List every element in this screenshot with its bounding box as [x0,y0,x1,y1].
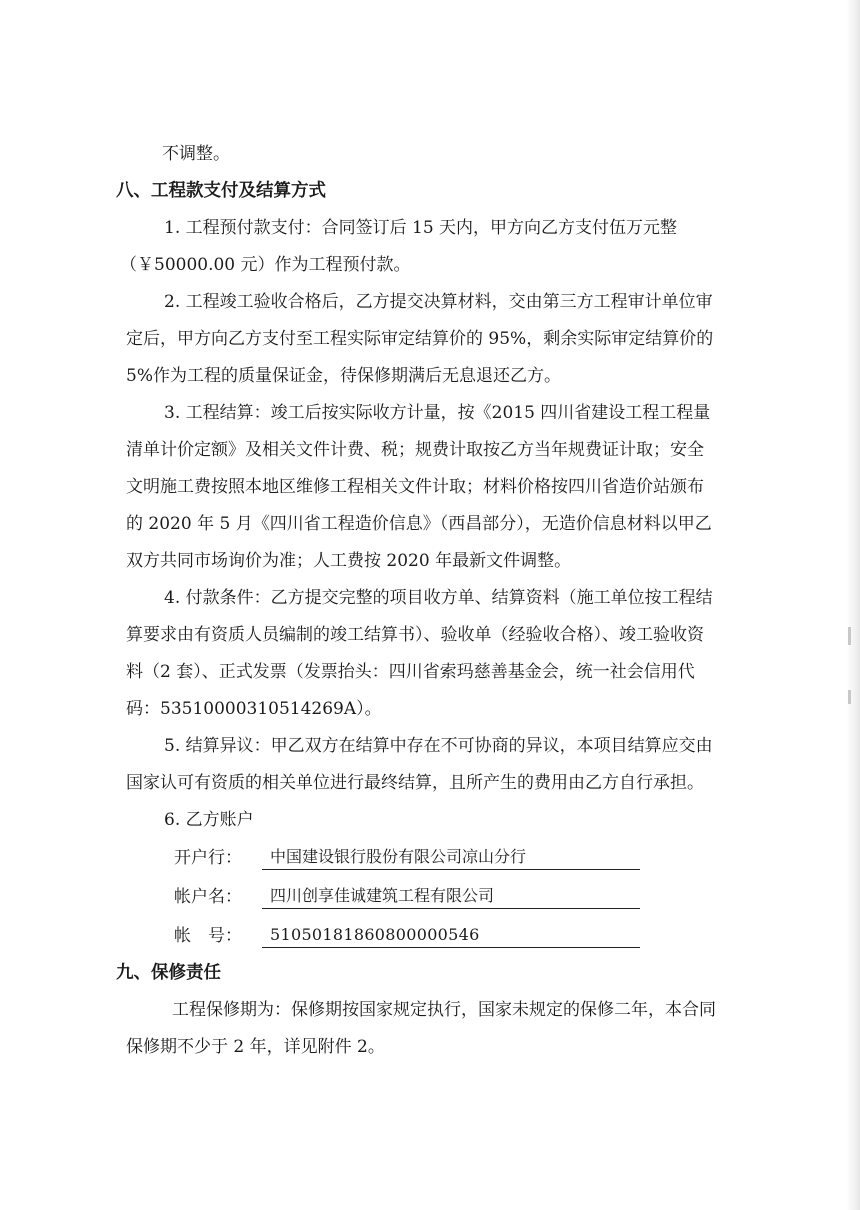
scan-mark [848,627,851,645]
account-name-row [126,884,776,909]
account-number-value: 51050181860800000546 [262,923,640,948]
paragraph-line: 1. 工程预付款支付：合同签订后 15 天内，甲方向乙方支付伍万元整 [164,218,678,238]
paragraph-line: 6. 乙方账户 [164,810,254,830]
section-heading-8: 八、工程款支付及结算方式 [116,181,326,201]
account-number-row [126,923,776,948]
paragraph-line: 3. 工程结算：竣工后按实际收方计量，按《2015 四川省建设工程工程量 [164,403,711,423]
account-name-value: 四川创享佳诚建筑工程有限公司 [262,884,640,909]
section-heading-9: 九、保修责任 [116,963,221,983]
paragraph-line: 的 2020 年 5 月《四川省工程造价信息》（西昌部分），无造价信息材料以甲乙 [126,514,712,534]
paragraph-line: 清单计价定额》及相关文件计费、税；规费计取按乙方当年规费证计取；安全 [126,440,704,460]
account-number-label: 帐 号： [174,926,242,946]
paragraph-line: 5. 结算异议：甲乙双方在结算中存在不可协商的异议，本项目结算应交由 [164,736,713,756]
paragraph-line: 2. 工程竣工验收合格后，乙方提交决算材料，交由第三方工程审计单位审 [164,292,713,312]
paragraph-line: 码：53510000310514269A）。 [126,699,382,719]
scan-mark [848,690,851,704]
account-name-label: 帐户名： [174,887,242,907]
paragraph-line: 4. 付款条件：乙方提交完整的项目收方单、结算资料（施工单位按工程结 [164,588,713,608]
paragraph-line: 文明施工费按照本地区维修工程相关文件计取；材料价格按四川省造价站颁布 [126,477,704,497]
paragraph-line: 5%作为工程的质量保证金，待保修期满后无息退还乙方。 [126,366,561,386]
paragraph-line: 保修期不少于 2 年，详见附件 2。 [126,1037,385,1057]
paragraph-line: 不调整。 [162,144,230,164]
paragraph-line: 双方共同市场询价为准；人工费按 2020 年最新文件调整。 [126,551,572,571]
scan-edge-shadow [846,0,860,1210]
document-body [116,142,776,1059]
paragraph-line: 工程保修期为：保修期按国家规定执行，国家未规定的保修二年，本合同 [172,1000,716,1020]
paragraph-line: 算要求由有资质人员编制的竣工结算书）、验收单（经验收合格）、竣工验收资 [126,625,704,645]
paragraph-line: 国家认可有资质的相关单位进行最终结算，且所产生的费用由乙方自行承担。 [126,773,704,793]
bank-value: 中国建设银行股份有限公司凉山分行 [262,845,640,870]
paragraph-line: （￥50000.00 元）作为工程预付款。 [120,255,411,275]
bank-label: 开户行： [174,848,242,868]
paragraph-line: 定后，甲方向乙方支付至工程实际审定结算价的 95%，剩余实际审定结算价的 [126,329,714,349]
paragraph-line: 料（2 套）、正式发票（发票抬头：四川省索玛慈善基金会，统一社会信用代 [126,662,695,682]
bank-row [126,845,776,870]
